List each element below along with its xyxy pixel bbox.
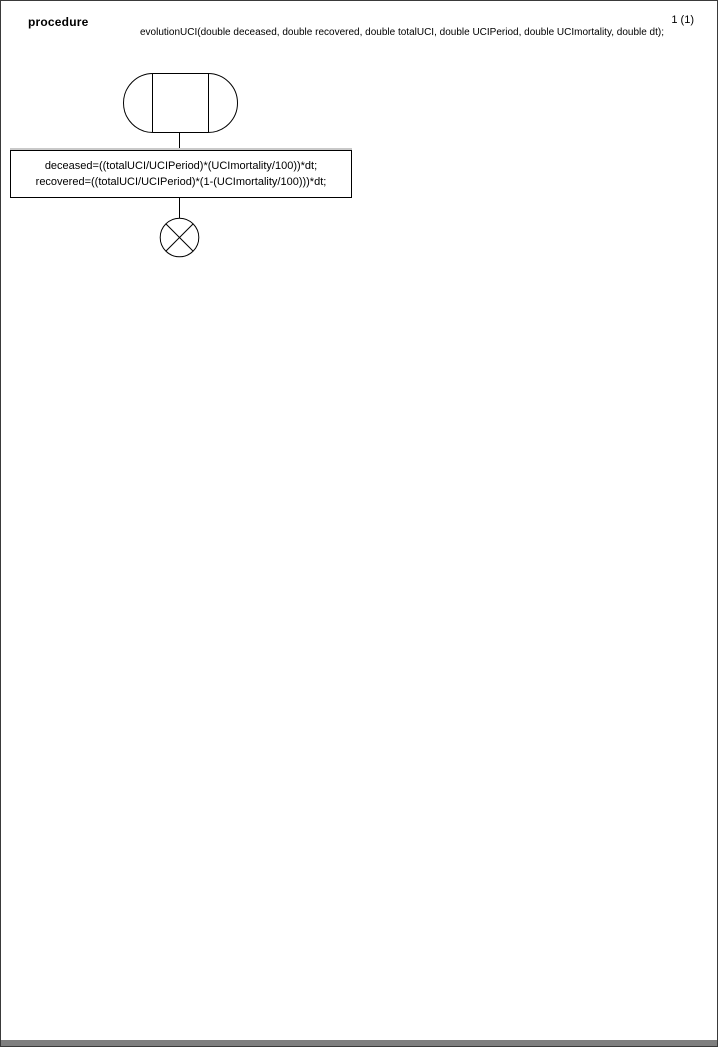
- circle-x-end-icon: [159, 217, 200, 258]
- bottom-edge-bar: [1, 1040, 717, 1046]
- connector-line-top: [179, 132, 180, 151]
- terminator-divider-right: [208, 74, 209, 132]
- connector-line-bottom: [179, 197, 180, 218]
- start-terminator-icon: [123, 73, 238, 133]
- page-indicator: 1 (1): [671, 14, 694, 26]
- process-statement-deceased: deceased=((totalUCI/UCIPeriod)*(UCImortality/100))*dt;: [44, 160, 318, 172]
- terminator-divider-left: [152, 74, 153, 132]
- process-box: [10, 150, 352, 198]
- process-statement-recovered: recovered=((totalUCI/UCIPeriod)*(1-(UCImortality/100)))*dt;: [35, 176, 327, 188]
- procedure-signature: evolutionUCI(double deceased, double recovered, double totalUCI, double UCIPeriod, double UCImortality, double dt);: [140, 27, 665, 38]
- page-title: procedure: [28, 15, 89, 29]
